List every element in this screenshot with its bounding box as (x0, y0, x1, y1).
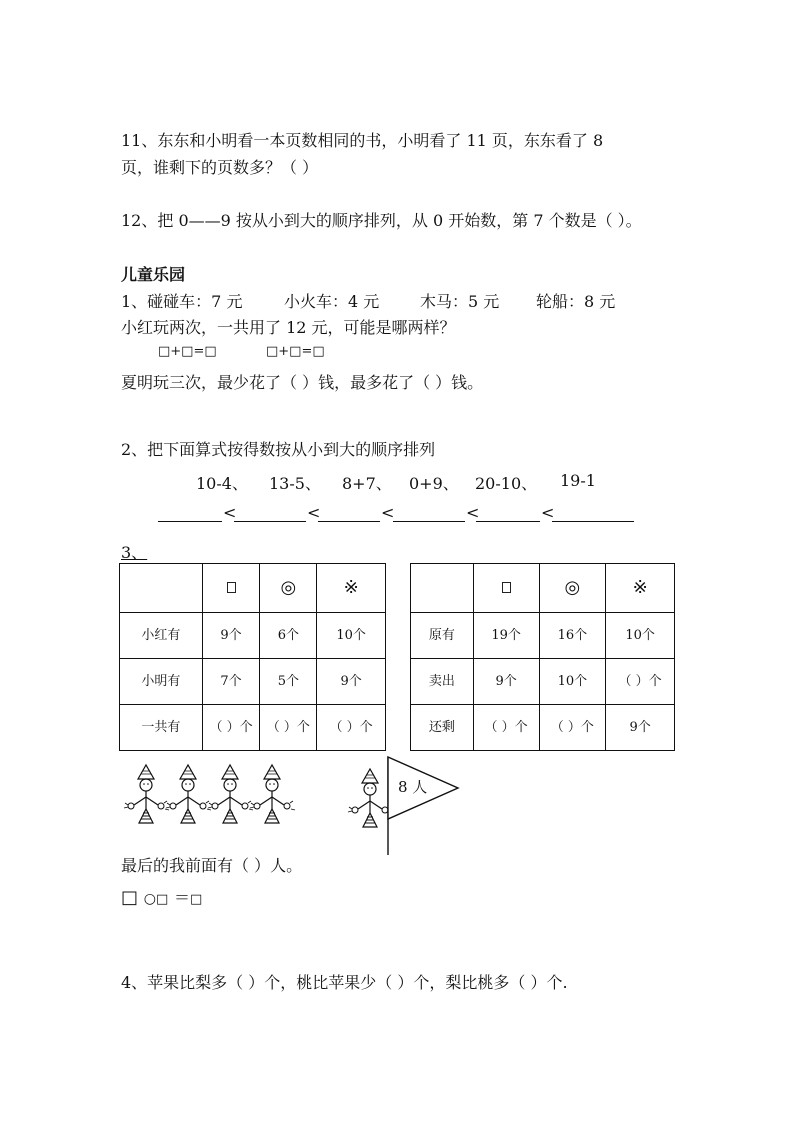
child-figure-3 (208, 765, 253, 823)
eq-operator-circle[interactable]: ○ (143, 891, 156, 907)
table1-header-circle: ◎ (260, 564, 317, 613)
table2-row-label: 还剩 (411, 705, 474, 751)
table1-answer-cell[interactable]: （ ）个 (317, 705, 386, 751)
table1-cell: 10个 (317, 613, 386, 659)
q4-text: 4、苹果比梨多（ ）个，桃比苹果少（ ）个，梨比桃多（ ）个. (121, 973, 568, 992)
table2-cell: 9个 (606, 705, 675, 751)
table2-answer-cell[interactable]: （ ）个 (606, 659, 675, 705)
table2-cell: 9个 (473, 659, 539, 705)
p3-question: 最后的我前面有（ ）人。 (121, 856, 303, 875)
less-than-3: < (381, 503, 395, 522)
less-than-2: < (307, 503, 321, 522)
p2-expr-2: 13-5、 (269, 474, 321, 493)
table1-answer-cell[interactable]: （ ）个 (202, 705, 260, 751)
table1-corner (120, 564, 203, 613)
p2-expr-3: 8+7、 (342, 474, 392, 493)
price-bumper-car: 1、碰碰车：7 元 (121, 292, 243, 311)
less-than-5: < (541, 503, 555, 522)
table2-answer-cell[interactable]: （ ）个 (473, 705, 539, 751)
section-title: 儿童乐园 (121, 265, 186, 284)
p1-equation-1: □+□=□ (158, 344, 217, 359)
table2-cell: 10个 (539, 659, 606, 705)
q12-text: 12、把 0——9 按从小到大的顺序排列，从 0 开始数，第 7 个数是（ ）。 (121, 211, 642, 230)
answer-blank-5[interactable] (476, 521, 540, 522)
table2-header-star: ※ (606, 564, 675, 613)
answer-blank-1[interactable] (158, 521, 222, 522)
q11-line1: 11、东东和小明看一本页数相同的书，小明看了 11 页，东东看了 8 (121, 131, 604, 150)
table1-row-label: 一共有 (120, 705, 203, 751)
price-train: 小火车：4 元 (284, 292, 380, 311)
q11-line2: 页，谁剩下的页数多？（ ） (121, 158, 319, 177)
child-figure-4 (250, 765, 295, 823)
table1-row-label: 小明有 (120, 659, 203, 705)
p1-question: 小红玩两次，一共用了 12 元，可能是哪两样？ (121, 318, 456, 337)
table1-answer-cell[interactable]: （ ）个 (260, 705, 317, 751)
children-queue-illustration (118, 755, 478, 865)
answer-blank-6[interactable] (552, 521, 634, 522)
table2-header-rect (473, 564, 539, 613)
answer-blank-4[interactable] (393, 521, 465, 522)
price-boat: 轮船：8 元 (536, 292, 616, 311)
table2-row-label: 卖出 (411, 659, 474, 705)
table1-cell: 5个 (260, 659, 317, 705)
eq-box-3[interactable]: □ (190, 892, 203, 907)
rectangle-icon (502, 582, 511, 593)
p2-expr-1: 10-4、 (196, 474, 248, 493)
table2-answer-cell[interactable]: （ ）个 (539, 705, 606, 751)
p1-line3: 夏明玩三次，最少花了（ ）钱，最多花了（ ）钱。 (121, 373, 484, 392)
p1-equation-2: □+□=□ (266, 344, 325, 359)
table2-cell: 19个 (473, 613, 539, 659)
table2-row-label: 原有 (411, 613, 474, 659)
p2-expr-6: 19-1 (560, 471, 596, 490)
table1-cell: 9个 (202, 613, 260, 659)
table2-cell: 16个 (539, 613, 606, 659)
less-than-1: < (223, 503, 237, 522)
child-figure-1 (124, 765, 169, 823)
flag-text: 8 人 (398, 778, 428, 796)
table1-row-label: 小红有 (120, 613, 203, 659)
table-candy-remaining (410, 563, 675, 751)
table1-cell: 6个 (260, 613, 317, 659)
eq-box-2[interactable]: □ (155, 892, 169, 907)
less-than-4: < (466, 503, 480, 522)
table1-cell: 7个 (202, 659, 260, 705)
answer-blank-2[interactable] (234, 521, 306, 522)
table1-cell: 9个 (317, 659, 386, 705)
eq-box-1[interactable]: □ (121, 887, 139, 908)
price-horse: 木马：5 元 (420, 292, 500, 311)
rectangle-icon (227, 582, 236, 593)
p3-label: 3、 (121, 543, 148, 562)
table2-header-circle: ◎ (539, 564, 606, 613)
p2-title: 2、把下面算式按得数按从小到大的顺序排列 (121, 440, 436, 459)
table1-header-star: ※ (317, 564, 386, 613)
table2-corner (411, 564, 474, 613)
eq-equals: ＝ (174, 888, 191, 907)
table1-header-rect (202, 564, 260, 613)
table2-cell: 10个 (606, 613, 675, 659)
answer-blank-3[interactable] (318, 521, 380, 522)
child-figure-2 (166, 765, 211, 823)
p2-expr-4: 0+9、 (409, 474, 459, 493)
p2-expr-5: 20-10、 (475, 474, 538, 493)
child-figure-last (348, 769, 393, 827)
p3-equation (121, 888, 202, 910)
table-candy-sum (119, 563, 386, 751)
